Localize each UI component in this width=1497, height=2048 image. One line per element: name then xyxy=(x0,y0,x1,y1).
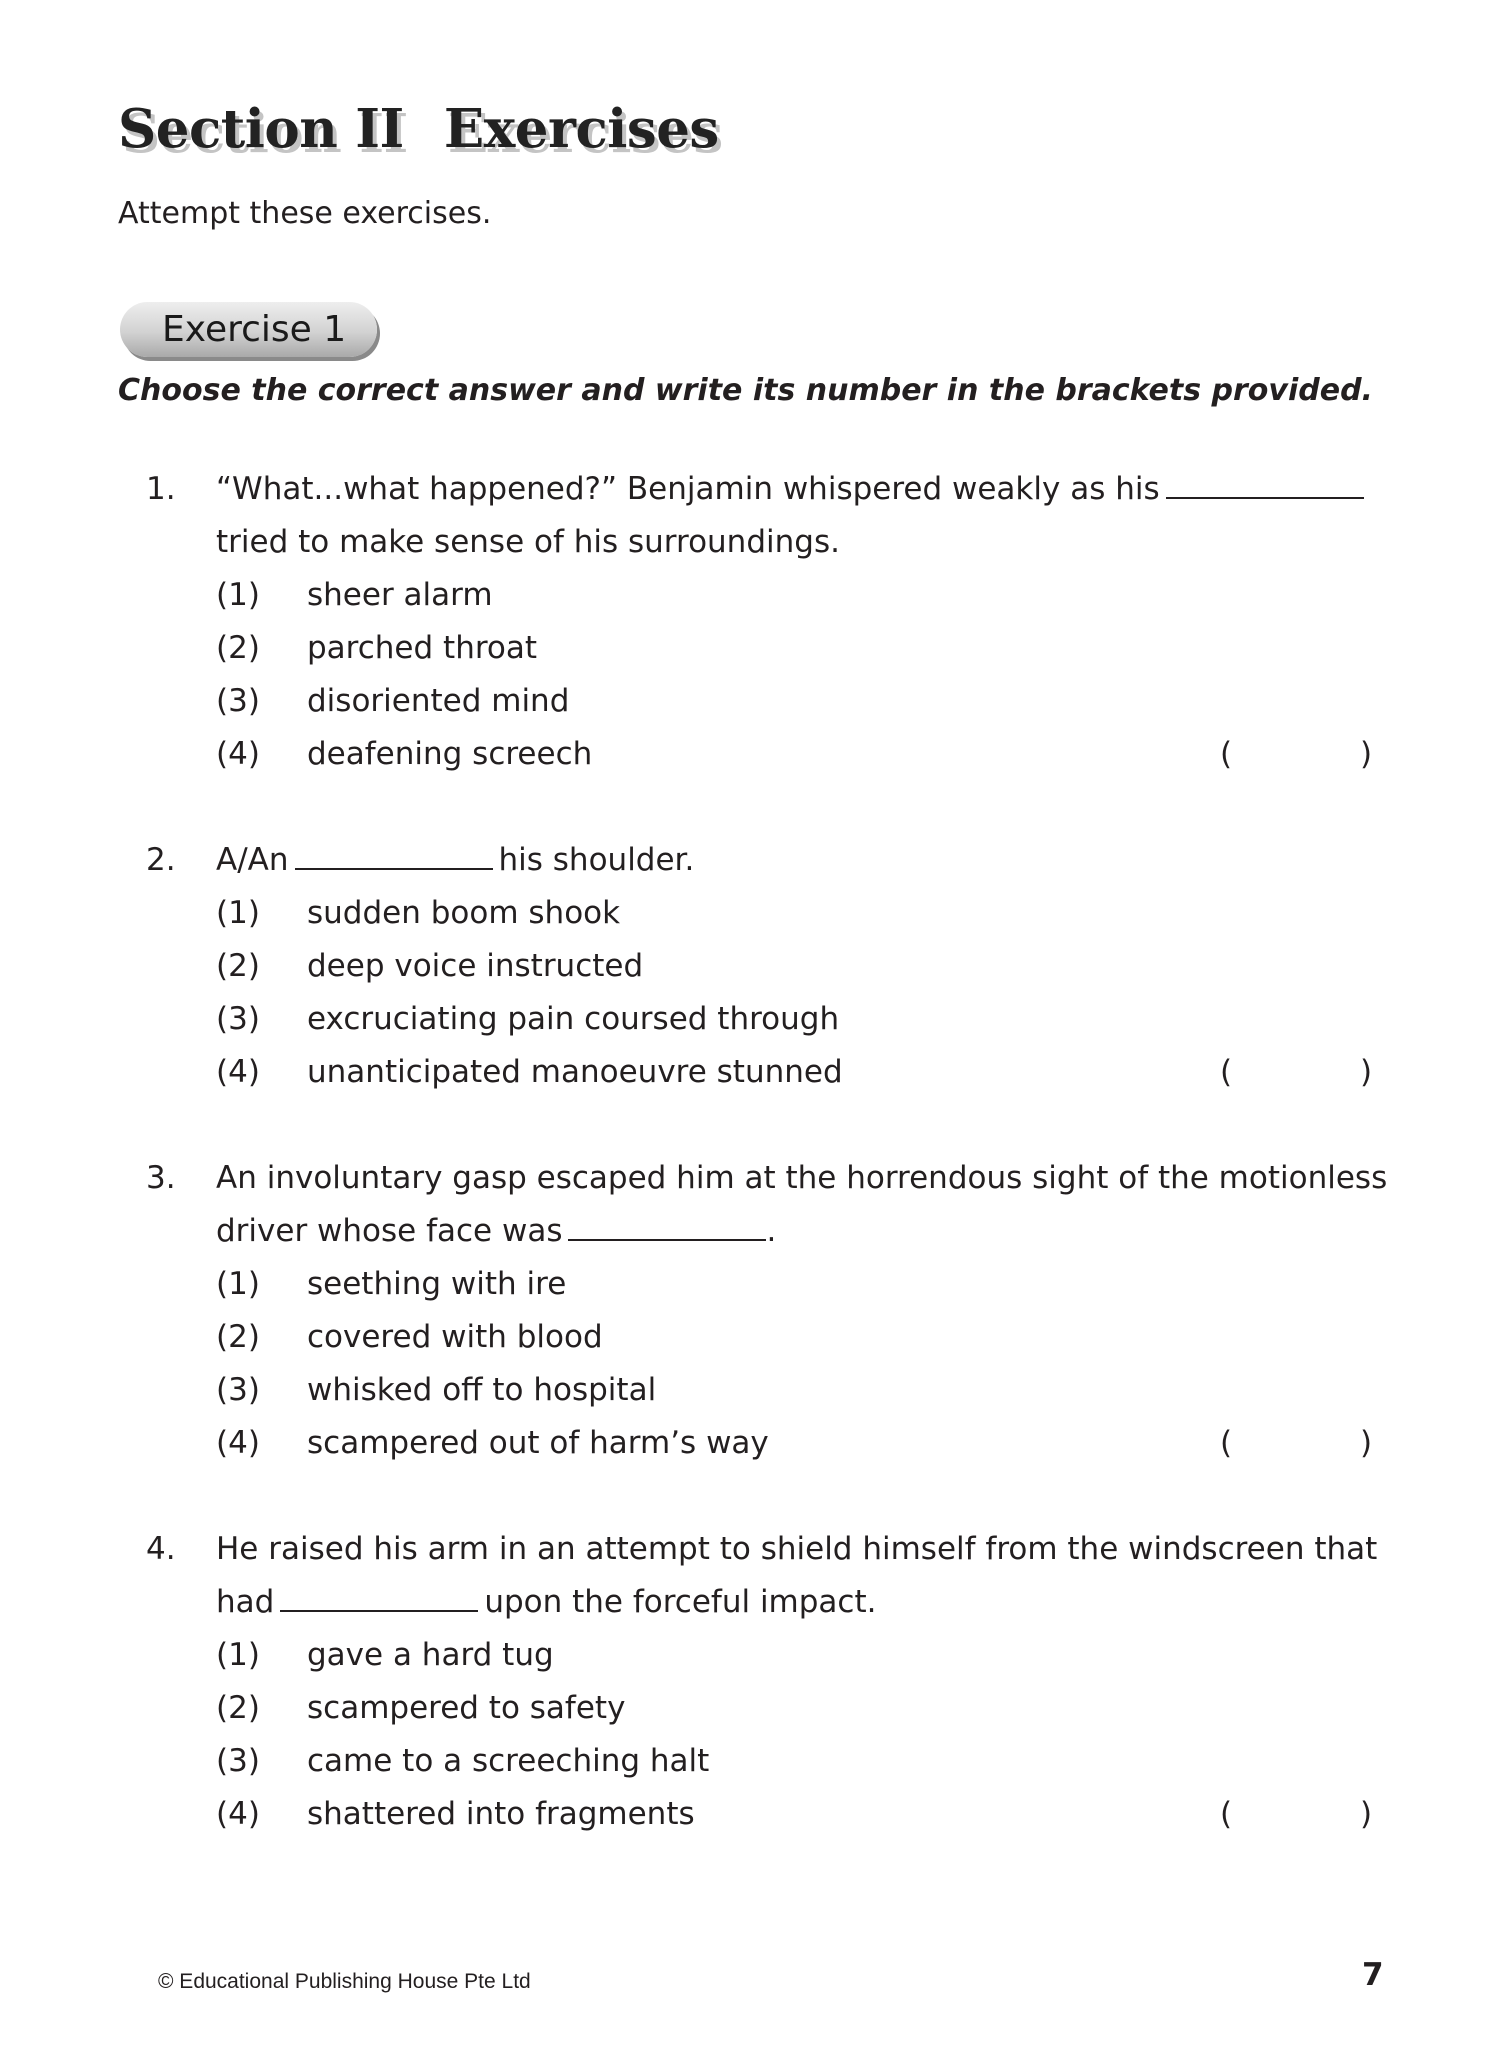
answer-blank xyxy=(295,868,493,870)
intro-text: Attempt these exercises. xyxy=(118,196,492,231)
option-number: (2) xyxy=(216,1319,260,1355)
answer-bracket-open: ( xyxy=(1220,1796,1233,1832)
option-number: (3) xyxy=(216,1001,260,1037)
answer-blank xyxy=(568,1239,766,1241)
option-number: (4) xyxy=(216,1796,260,1832)
option-number: (4) xyxy=(216,736,260,772)
option-number: (1) xyxy=(216,1266,260,1302)
option-number: (2) xyxy=(216,948,260,984)
question-stem-line: had upon the forceful impact. xyxy=(216,1584,877,1620)
exercise-badge: Exercise 1 xyxy=(120,302,377,357)
option-number: (3) xyxy=(216,1372,260,1408)
option-number: (3) xyxy=(216,1743,260,1779)
option-text: came to a screeching halt xyxy=(307,1743,710,1779)
option-text: deafening screech xyxy=(307,736,593,772)
option-text: excruciating pain coursed through xyxy=(307,1001,840,1037)
answer-bracket-close: ) xyxy=(1360,1054,1373,1090)
option-text: sheer alarm xyxy=(307,577,493,613)
option-number: (1) xyxy=(216,1637,260,1673)
option-text: whisked off to hospital xyxy=(307,1372,657,1408)
option-text: unanticipated manoeuvre stunned xyxy=(307,1054,843,1090)
answer-bracket-open: ( xyxy=(1220,1054,1233,1090)
option-text: sudden boom shook xyxy=(307,895,621,931)
question-number: 2. xyxy=(146,842,176,878)
section-title: Exercises xyxy=(443,98,719,160)
question-number: 1. xyxy=(146,471,176,507)
option-number: (1) xyxy=(216,895,260,931)
option-number: (2) xyxy=(216,630,260,666)
section-label: Section II xyxy=(118,98,404,160)
answer-bracket-close: ) xyxy=(1360,1425,1373,1461)
question-stem-line: driver whose face was . xyxy=(216,1213,777,1249)
option-number: (1) xyxy=(216,577,260,613)
answer-bracket-close: ) xyxy=(1360,1796,1373,1832)
option-text: gave a hard tug xyxy=(307,1637,554,1673)
copyright-footer: © Educational Publishing House Pte Ltd xyxy=(158,1970,531,1993)
option-text: covered with blood xyxy=(307,1319,603,1355)
option-number: (4) xyxy=(216,1054,260,1090)
question-stem-line: A/An his shoulder. xyxy=(216,842,695,878)
answer-bracket-open: ( xyxy=(1220,736,1233,772)
option-number: (4) xyxy=(216,1425,260,1461)
question-stem-line: tried to make sense of his surroundings. xyxy=(216,524,840,560)
option-number: (3) xyxy=(216,683,260,719)
option-text: scampered to safety xyxy=(307,1690,626,1726)
option-text: parched throat xyxy=(307,630,538,666)
option-number: (2) xyxy=(216,1690,260,1726)
answer-blank xyxy=(1166,497,1364,499)
option-text: shattered into fragments xyxy=(307,1796,695,1832)
answer-bracket-open: ( xyxy=(1220,1425,1233,1461)
option-text: deep voice instructed xyxy=(307,948,644,984)
answer-blank xyxy=(280,1610,478,1612)
question-number: 4. xyxy=(146,1531,176,1567)
question-stem-line: An involuntary gasp escaped him at the horrendous sight of the motionless xyxy=(216,1160,1388,1196)
option-text: disoriented mind xyxy=(307,683,570,719)
page-number: 7 xyxy=(1362,1957,1384,1993)
question-stem-line: “What...what happened?” Benjamin whispered weakly as his xyxy=(216,469,1370,509)
question-stem-line: He raised his arm in an attempt to shield himself from the windscreen that xyxy=(216,1531,1378,1567)
question-number: 3. xyxy=(146,1160,176,1196)
section-heading xyxy=(118,98,719,160)
exercise-instruction: Choose the correct answer and write its number in the brackets provided. xyxy=(118,373,1373,408)
answer-bracket-close: ) xyxy=(1360,736,1373,772)
option-text: scampered out of harm’s way xyxy=(307,1425,769,1461)
option-text: seething with ire xyxy=(307,1266,567,1302)
